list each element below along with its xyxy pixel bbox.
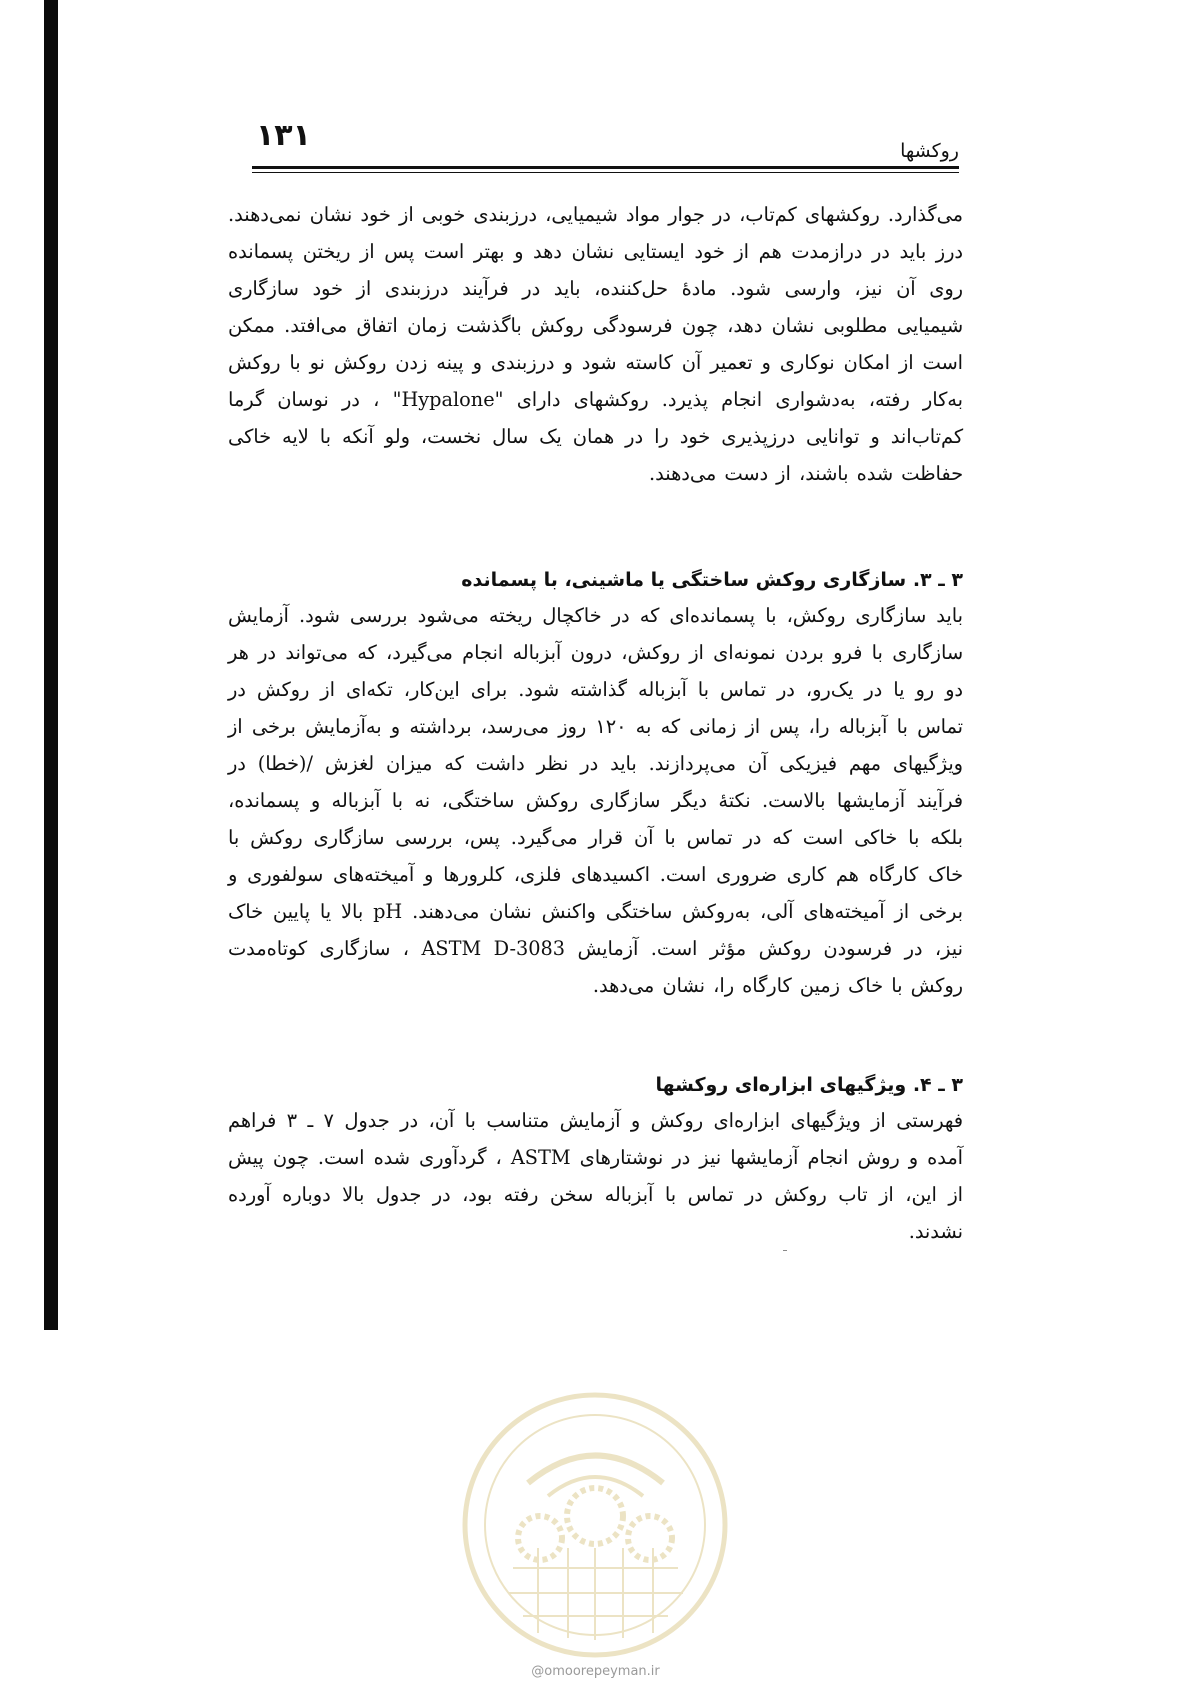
- section-heading-3-3: ۳ ـ ۳. سازگاری روکش ساختگی یا ماشینی، با پسمانده: [461, 569, 963, 591]
- section-3-3-body: باید سازگاری روکش، با پسمانده‌ای که در خاکچال ریخته می‌شود بررسی شود. آزمایش سازگاری با فرو بردن نمونه‌ای از روکش، درون آبزباله انجام می‌گیرد، که می‌تواند در هر دو رو یا در یک‌رو، در تماس با آبزباله گذاشته شود. برای این‌کار، تکه‌ای از روکش در تماس با آبزباله را، پس از زمانی که به ۱۲۰ روز می‌رسد، برداشته و به‌آزمایش برخی از ویژگیهای مهم فیزیکی آن می‌پردازند. باید در نظر داشت که میزان لغزش /(خطا) در فرآیند آزمایشها بالاست. نکتهٔ دیگر سازگاری روکش ساختگی، نه با آبزباله و پسمانده، بلکه با خاکی است که در تماس با آن قرار می‌گیرد. پس، بررسی سازگاری روکش با خاک کارگاه هم کاری ضروری است. اکسیدهای فلزی، کلرورها و آمیخته‌های سولفوری و برخی از آمیخته‌های آلی، به‌روکش ساختگی واکنش نشان می‌دهند. pH بالا یا پایین خاک نیز، در فرسودن روکش مؤثر است. آزمایش ASTM D-3083 ، سازگاری کوتاه‌مدت روکش با خاک زمین کارگاه را، نشان می‌دهد.: [228, 604, 963, 997]
- section-heading-3-4: ۳ ـ ۴. ویژگیهای ابزاره‌ای روکشها: [655, 1074, 963, 1096]
- section-3-4-body: فهرستی از ویژگیهای ابزاره‌ای روکش و آزمایش متناسب با آن، در جدول ۷ ـ ۳ فراهم آمده و روش انجام آزمایشها نیز در نوشتارهای ASTM ، گردآوری شده است. چون پیش از این، از تاب روکش در تماس با آبزباله سخن رفته بود، در جدول بالا دوباره آورده نشدند.: [228, 1109, 963, 1243]
- running-title: روکشها: [900, 140, 959, 162]
- binding-edge: [44, 0, 58, 1330]
- footer-url: @omoorepeyman.ir: [531, 1664, 660, 1679]
- page-number: ۱۳۱: [256, 118, 311, 153]
- speck-mark: [783, 1250, 787, 1251]
- publisher-seal-watermark: [458, 1388, 733, 1663]
- header-rule-thin: [252, 172, 959, 173]
- paragraph-1: می‌گذارد. روکشهای کم‌تاب، در جوار مواد شیمیایی، درزبندی خوبی از خود نشان نمی‌دهند. درز باید در درازمدت هم از خود ایستایی نشان دهد و بهتر است پس از ریختن پسمانده روی آن نیز، وارسی شود. مادهٔ حل‌کننده، باید در فرآیند درزبندی از خود سازگاری شیمیایی مطلوبی نشان دهد، چون فرسودگی روکش باگذشت زمان اتفاق می‌افتد. ممکن است از امکان نوکاری و تعمیر آن کاسته شود و درزبندی و پینه زدن روکش نو با روکش به‌کار رفته، به‌دشواری انجام پذیرد. روکشهای دارای "Hypalone" ، در نوسان گرما کم‌تاب‌اند و توانایی درزپذیری خود را در همان یک سال نخست، ولو آنکه با لایه خاکی حفاظت شده باشند، از دست می‌دهند.: [228, 203, 963, 485]
- header-rule-thick: [252, 166, 959, 169]
